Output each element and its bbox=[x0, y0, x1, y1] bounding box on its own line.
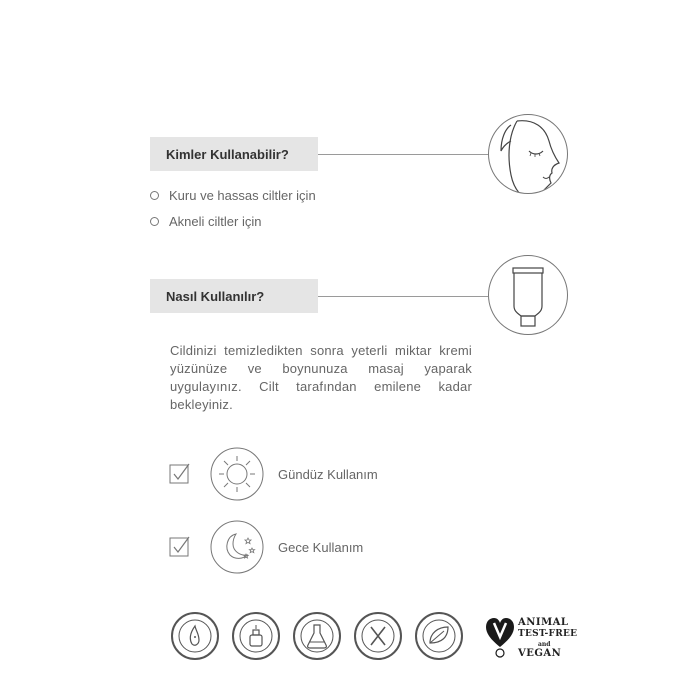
vegan-line-4: VEGAN bbox=[518, 648, 562, 659]
paraben-free-icon bbox=[414, 611, 464, 661]
who-can-use-item-text: Kuru ve hassas ciltler için bbox=[169, 188, 316, 203]
section-how-to-use-rule bbox=[318, 296, 488, 297]
fragrance-free-icon bbox=[231, 611, 281, 661]
section-who-can-use-title: Kimler Kullanabilir? bbox=[166, 146, 289, 162]
section-how-to-use-header bbox=[150, 279, 318, 313]
dye-free-icon bbox=[353, 611, 403, 661]
usage-day-label: Gündüz Kullanım bbox=[278, 466, 378, 482]
section-who-can-use-rule bbox=[318, 154, 488, 155]
checkbox-checked-icon bbox=[168, 535, 192, 559]
vegan-line-2: TEST-FREE bbox=[518, 629, 578, 639]
checkbox-checked-icon bbox=[168, 462, 192, 486]
who-can-use-item-1 bbox=[150, 188, 316, 203]
vegan-heart-logo-icon bbox=[484, 613, 516, 659]
cream-tube-icon bbox=[488, 255, 568, 335]
dermatologically-tested-icon bbox=[170, 611, 220, 661]
how-to-use-paragraph: Cildinizi temizledikten sonra yeterli miktar kremi yüzünüze ve boynunuza masaj yaparak uygulayınız. Cilt tarafından emilene kadar bekleyiniz. bbox=[170, 343, 472, 412]
sun-icon bbox=[210, 447, 264, 501]
vegan-line-3: and bbox=[538, 641, 551, 648]
section-who-can-use-header bbox=[150, 137, 318, 171]
moon-stars-icon bbox=[210, 520, 264, 574]
face-icon bbox=[488, 114, 568, 194]
who-can-use-item-text: Akneli ciltler için bbox=[169, 214, 262, 229]
usage-night-label: Gece Kullanım bbox=[278, 539, 364, 555]
usage-night-row bbox=[168, 520, 363, 574]
circle-bullet-icon bbox=[150, 191, 159, 200]
circle-bullet-icon bbox=[150, 217, 159, 226]
alcohol-free-icon bbox=[292, 611, 342, 661]
usage-day-row bbox=[168, 447, 378, 501]
section-how-to-use-title: Nasıl Kullanılır? bbox=[166, 288, 265, 304]
who-can-use-item-2 bbox=[150, 214, 261, 229]
vegan-line-1: ANIMAL bbox=[518, 617, 569, 628]
